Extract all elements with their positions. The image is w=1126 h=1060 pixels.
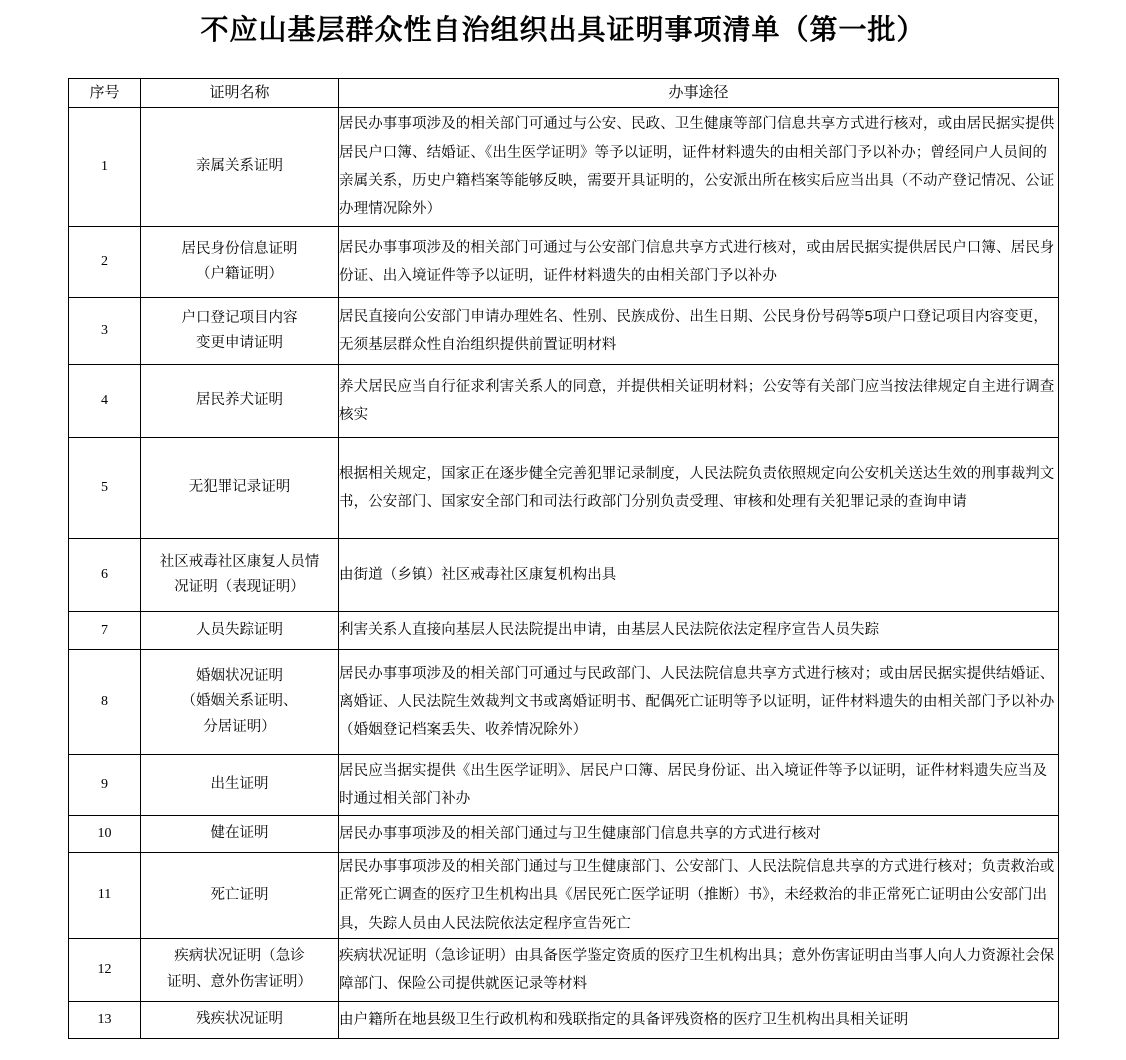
row-handling-path: 居民应当据实提供《出生医学证明》、居民户口簿、居民身份证、出入境证件等予以证明，证件材料遗失应当及时通过相关部门补办 xyxy=(339,755,1059,816)
row-certificate-name xyxy=(141,365,339,438)
certificate-name-line: 亲属关系证明 xyxy=(196,158,283,175)
row-index: 3 xyxy=(69,298,141,365)
row-handling-path: 利害关系人直接向基层人民法院提出申请，由基层人民法院依法定程序宣告人员失踪 xyxy=(339,612,1059,650)
row-index: 13 xyxy=(69,1001,141,1038)
table-header-row xyxy=(69,79,1059,108)
row-certificate-name xyxy=(141,539,339,612)
row-handling-path: 居民办事事项涉及的相关部门可通过与公安部门信息共享方式进行核对，或由居民据实提供居民户口簿、居民身份证、出入境证件等予以证明，证件材料遗失的由相关部门予以补办 xyxy=(339,227,1059,298)
table-row xyxy=(69,438,1059,539)
certificate-list-table xyxy=(68,78,1059,1039)
row-handling-path: 居民办事事项涉及的相关部门通过与卫生健康部门信息共享的方式进行核对 xyxy=(339,816,1059,853)
certificate-name-line: 出生证明 xyxy=(210,776,269,793)
row-handling-path: 养犬居民应当自行征求利害关系人的同意，并提供相关证明材料；公安等有关部门应当按法律规定自主进行调查核实 xyxy=(339,365,1059,438)
row-handling-path: 居民办事事项涉及的相关部门通过与卫生健康部门、公安部门、人民法院信息共享的方式进行核对；负责救治或正常死亡调查的医疗卫生机构出具《居民死亡医学证明（推断）书》，未经救治的非正常死亡证明由公安部门出具，失踪人员由人民法院依法定程序宣告死亡 xyxy=(339,853,1059,939)
certificate-name-line: 疾病状况证明（急诊 xyxy=(174,948,305,965)
certificate-name-line: 户口登记项目内容 xyxy=(181,309,298,326)
row-index: 7 xyxy=(69,612,141,650)
row-index: 4 xyxy=(69,365,141,438)
table-row xyxy=(69,816,1059,853)
row-certificate-name xyxy=(141,853,339,939)
table-row xyxy=(69,755,1059,816)
table-row xyxy=(69,938,1059,1001)
row-certificate-name xyxy=(141,108,339,227)
column-header-name: 证明名称 xyxy=(141,79,339,108)
row-index: 2 xyxy=(69,227,141,298)
row-handling-path: 根据相关规定，国家正在逐步健全完善犯罪记录制度，人民法院负责依照规定向公安机关送达生效的刑事裁判文书，公安部门、国家安全部门和司法行政部门分别负责受理、审核和处理有关犯罪记录的查询申请 xyxy=(339,438,1059,539)
certificate-name-line: 居民身份信息证明 xyxy=(181,240,298,257)
certificate-list-table-wrapper xyxy=(68,78,1058,1039)
certificate-name-line: 居民养犬证明 xyxy=(196,392,283,409)
certificate-name-line: （婚姻关系证明、 xyxy=(181,693,298,710)
row-index: 1 xyxy=(69,108,141,227)
row-handling-path: 由户籍所在地县级卫生行政机构和残联指定的具备评残资格的医疗卫生机构出具相关证明 xyxy=(339,1001,1059,1038)
row-certificate-name xyxy=(141,938,339,1001)
row-index: 12 xyxy=(69,938,141,1001)
certificate-name-line: 人员失踪证明 xyxy=(196,621,283,638)
row-index: 6 xyxy=(69,539,141,612)
row-certificate-name xyxy=(141,650,339,755)
column-header-index: 序号 xyxy=(69,79,141,108)
row-certificate-name xyxy=(141,227,339,298)
row-index: 10 xyxy=(69,816,141,853)
certificate-name-line: （户籍证明） xyxy=(196,266,283,282)
table-row xyxy=(69,365,1059,438)
row-handling-path: 疾病状况证明（急诊证明）由具备医学鉴定资质的医疗卫生机构出具；意外伤害证明由当事人向人力资源社会保障部门、保险公司提供就医记录等材料 xyxy=(339,938,1059,1001)
row-handling-path: 居民办事事项涉及的相关部门可通过与民政部门、人民法院信息共享方式进行核对；或由居民据实提供结婚证、离婚证、人民法院生效裁判文书或离婚证明书、配偶死亡证明等予以证明，证件材料遗失的由相关部门予以补办（婚姻登记档案丢失、收养情况除外） xyxy=(339,650,1059,755)
row-handling-path: 居民办事事项涉及的相关部门可通过与公安、民政、卫生健康等部门信息共享方式进行核对，或由居民据实提供居民户口簿、结婚证、《出生医学证明》等予以证明，证件材料遗失的由相关部门予以补办；曾经同户人员间的亲属关系，历史户籍档案等能够反映，需要开具证明的，公安派出所在核实后应当出具（不动产登记情况、公证办理情况除外） xyxy=(339,108,1059,227)
table-row xyxy=(69,853,1059,939)
table-header xyxy=(69,79,1059,108)
row-index: 5 xyxy=(69,438,141,539)
certificate-name-line: 分居证明） xyxy=(203,718,276,735)
row-certificate-name xyxy=(141,612,339,650)
table-row xyxy=(69,227,1059,298)
table-row xyxy=(69,1001,1059,1038)
table-body xyxy=(69,108,1059,1039)
certificate-name-line: 变更申请证明 xyxy=(196,335,283,351)
certificate-name-line: 况证明（表现证明） xyxy=(174,579,305,595)
row-index: 11 xyxy=(69,853,141,939)
row-index: 8 xyxy=(69,650,141,755)
certificate-name-line: 死亡证明 xyxy=(210,886,269,903)
table-row xyxy=(69,298,1059,365)
certificate-name-line: 证明、意外伤害证明） xyxy=(167,973,312,990)
page-title: 不应山基层群众性自治组织出具证明事项清单（第一批） xyxy=(200,15,926,46)
certificate-name-line: 社区戒毒社区康复人员情 xyxy=(159,553,320,570)
table-row xyxy=(69,539,1059,612)
certificate-name-line: 残疾状况证明 xyxy=(196,1011,283,1028)
row-index: 9 xyxy=(69,755,141,816)
row-certificate-name xyxy=(141,755,339,816)
table-row xyxy=(69,108,1059,227)
row-certificate-name xyxy=(141,816,339,853)
row-handling-path: 由街道（乡镇）社区戒毒社区康复机构出具 xyxy=(339,539,1059,612)
table-row xyxy=(69,650,1059,755)
row-certificate-name xyxy=(141,298,339,365)
certificate-name-line: 无犯罪记录证明 xyxy=(188,479,291,496)
certificate-name-line: 健在证明 xyxy=(210,825,269,842)
table-row xyxy=(69,612,1059,650)
certificate-name-line: 婚姻状况证明 xyxy=(196,667,283,684)
column-header-path: 办事途径 xyxy=(339,79,1059,108)
row-handling-path: 居民直接向公安部门申请办理姓名、性别、民族成份、出生日期、公民身份号码等5项户口登记项目内容变更，无须基层群众性自治组织提供前置证明材料 xyxy=(339,298,1059,365)
row-certificate-name xyxy=(141,438,339,539)
row-certificate-name xyxy=(141,1001,339,1038)
